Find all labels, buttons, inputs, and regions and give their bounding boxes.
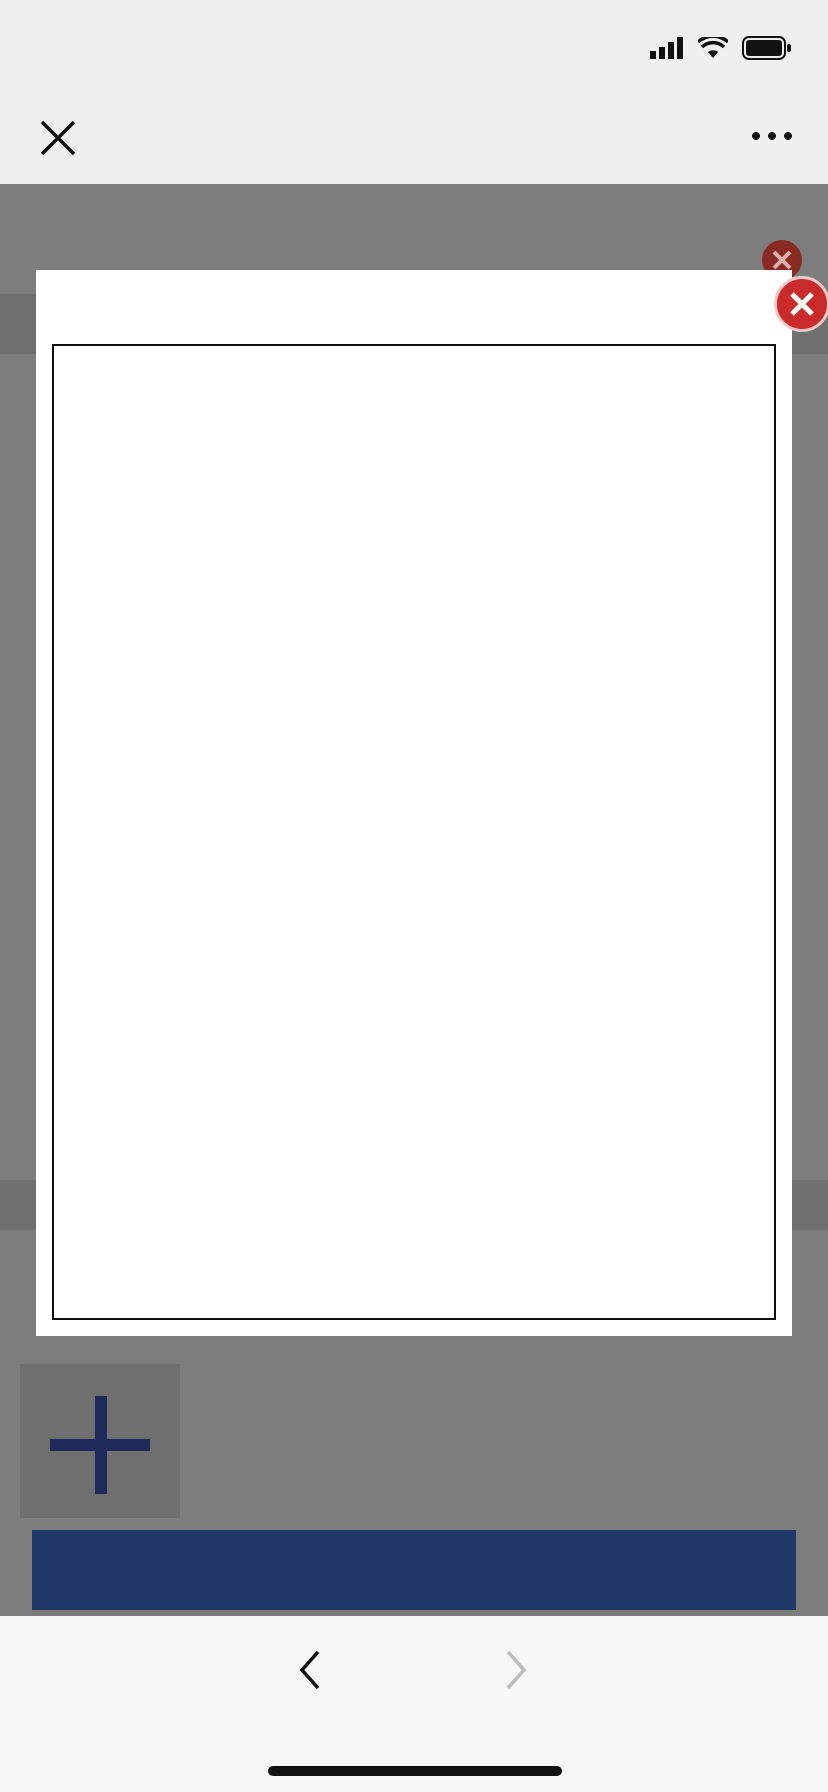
signal-icon xyxy=(650,37,684,59)
back-arrow-icon[interactable] xyxy=(296,1648,326,1692)
home-indicator[interactable] xyxy=(268,1766,562,1776)
nav-bar xyxy=(0,92,828,184)
more-icon[interactable] xyxy=(750,118,794,154)
add-photo-button[interactable] xyxy=(20,1364,180,1518)
application-form-table xyxy=(52,344,776,1320)
sample-image-modal xyxy=(36,270,792,1336)
battery-icon xyxy=(742,36,792,60)
modal-close-icon[interactable] xyxy=(774,276,828,332)
wifi-icon xyxy=(698,37,728,59)
close-icon[interactable] xyxy=(36,116,80,160)
forward-arrow-icon[interactable] xyxy=(500,1648,530,1692)
status-bar xyxy=(0,0,828,92)
submit-button[interactable] xyxy=(32,1530,796,1610)
